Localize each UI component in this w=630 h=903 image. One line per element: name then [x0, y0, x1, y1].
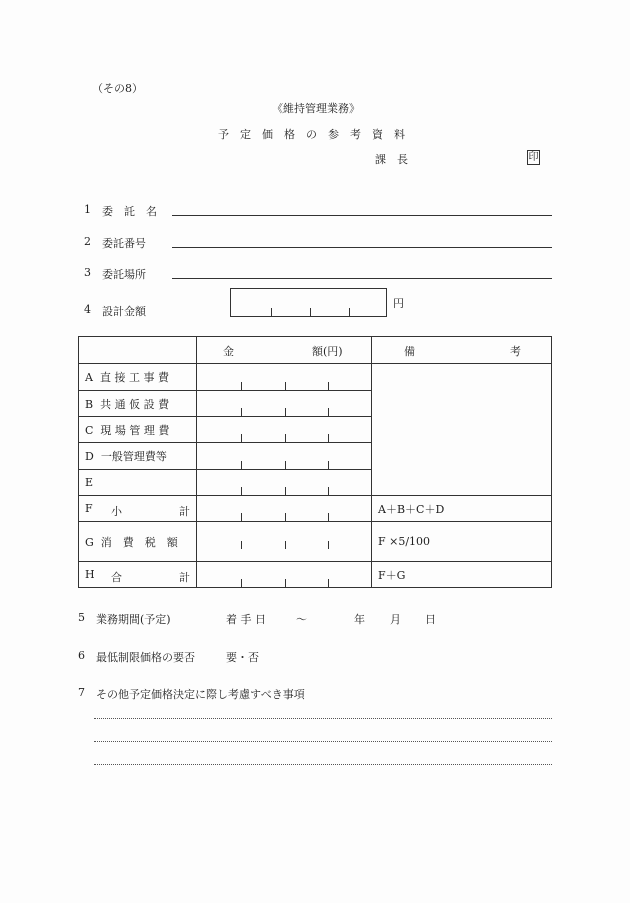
notes-merged-cell[interactable] — [372, 364, 552, 496]
cost-table — [78, 336, 552, 588]
row-label-right: 計 — [179, 505, 190, 518]
row-h-amount-cell[interactable] — [197, 562, 372, 588]
row-label: 消 費 税 額 — [100, 535, 178, 549]
table-row — [79, 496, 552, 522]
row-g-note-cell[interactable]: F ×5/100 — [372, 522, 552, 562]
row-c-amount-cell[interactable] — [197, 417, 372, 443]
seal-stamp-box[interactable]: 印 — [528, 152, 539, 163]
header-amount-right: 額(円) — [312, 345, 343, 358]
item-6-number: 6 — [78, 649, 85, 662]
field-2-input-line[interactable] — [172, 247, 552, 248]
header-note-right: 考 — [510, 345, 521, 358]
required-or-not-options[interactable]: 要・否 — [226, 651, 259, 664]
row-code: B — [85, 397, 94, 411]
row-label: 一般管理費等 — [100, 450, 167, 463]
digit-separator — [271, 308, 272, 317]
row-label-right: 計 — [179, 571, 190, 584]
year-label: 年 — [354, 613, 365, 626]
design-amount-box[interactable] — [230, 288, 387, 317]
field-4-number: 4 — [84, 303, 91, 316]
header-note-left: 備 — [404, 345, 415, 358]
row-f-amount-cell[interactable] — [197, 496, 372, 522]
currency-unit: 円 — [393, 297, 404, 310]
row-label-left: 合 — [111, 571, 122, 584]
field-4-label: 設計金額 — [102, 305, 146, 318]
item-6-label: 最低制限価格の要否 — [96, 651, 195, 664]
row-f-note-cell[interactable]: A＋B＋C＋D — [372, 496, 552, 522]
table-row — [79, 522, 552, 562]
row-e-amount-cell[interactable] — [197, 470, 372, 496]
month-label: 月 — [390, 613, 401, 626]
row-code: F — [85, 502, 93, 515]
notes-line-2[interactable] — [94, 741, 552, 742]
field-3-label: 委託場所 — [102, 268, 146, 281]
document-title: 予 定 価 格 の 参 考 資 料 — [218, 128, 405, 141]
field-1-input-line[interactable] — [172, 215, 552, 216]
start-date-label: 着 手 日 — [226, 613, 266, 626]
row-d-label-cell — [79, 443, 197, 470]
row-g-amount-cell[interactable] — [197, 522, 372, 562]
day-label: 日 — [425, 613, 436, 626]
notes-line-3[interactable] — [94, 764, 552, 765]
header-amount-cell — [197, 337, 372, 364]
document-number: （その8） — [92, 82, 143, 95]
field-2-number: 2 — [84, 235, 91, 248]
item-7-number: 7 — [78, 686, 85, 699]
row-code: E — [85, 476, 94, 489]
row-label: 共 通 仮 設 費 — [100, 397, 170, 411]
row-code: D — [85, 450, 94, 463]
row-label: 直 接 工 事 費 — [99, 371, 169, 384]
row-a-label-cell — [79, 364, 197, 391]
table-row — [79, 364, 552, 391]
row-b-label-cell — [79, 391, 197, 417]
row-e-label-cell — [79, 470, 197, 496]
field-1-label: 委 託 名 — [102, 205, 157, 218]
item-7-label: その他予定価格決定に際し考慮すべき事項 — [96, 688, 305, 701]
row-b-amount-cell[interactable] — [197, 391, 372, 417]
row-h-label-cell — [79, 562, 197, 588]
header-note-cell — [372, 337, 552, 364]
document-category: 《維持管理業務》 — [272, 102, 360, 115]
digit-separator — [349, 308, 350, 317]
table-header-row — [79, 337, 552, 364]
field-2-label: 委託番号 — [102, 237, 146, 250]
row-d-amount-cell[interactable] — [197, 443, 372, 470]
digit-separator — [310, 308, 311, 317]
row-f-label-cell — [79, 496, 197, 522]
field-3-input-line[interactable] — [172, 278, 552, 279]
field-3-number: 3 — [84, 266, 91, 279]
field-1-number: 1 — [84, 203, 91, 216]
item-5-label: 業務期間(予定) — [96, 613, 171, 626]
row-code: H — [85, 568, 95, 581]
row-g-label-cell — [79, 522, 197, 562]
item-5-number: 5 — [78, 611, 85, 624]
row-c-label-cell — [79, 417, 197, 443]
row-h-note-cell[interactable]: F＋G — [372, 562, 552, 588]
row-label-left: 小 — [111, 505, 122, 518]
row-a-amount-cell[interactable] — [197, 364, 372, 391]
header-blank-cell — [79, 337, 197, 364]
period-tilde: ～ — [296, 613, 307, 626]
notes-line-1[interactable] — [94, 718, 552, 719]
approver-label: 課 長 — [375, 153, 408, 166]
table-row — [79, 562, 552, 588]
row-label: 現 場 管 理 費 — [100, 423, 170, 437]
row-code: G — [85, 535, 94, 549]
header-amount-left: 金 — [223, 345, 234, 358]
row-code: A — [85, 371, 93, 384]
row-code: C — [85, 423, 94, 437]
